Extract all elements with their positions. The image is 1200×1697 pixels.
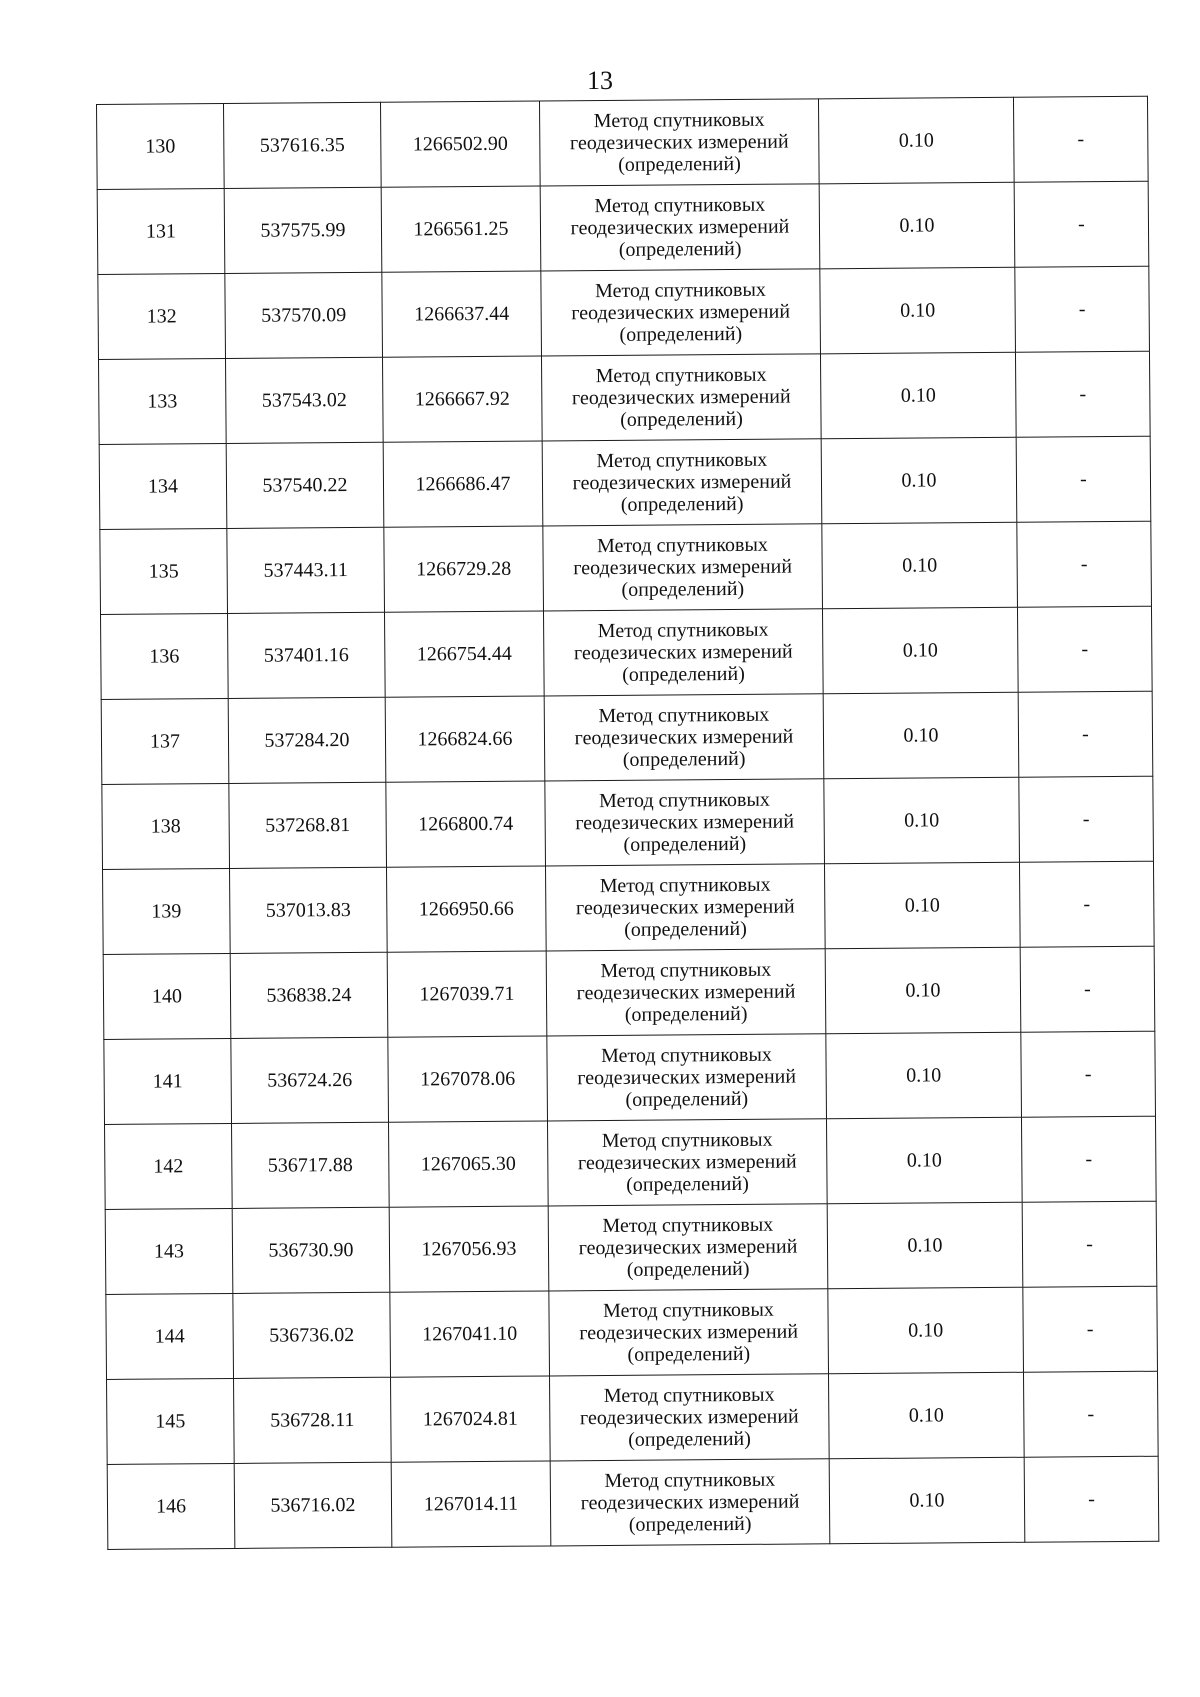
method-line: Метод спутниковых [595, 363, 767, 388]
method-line: Метод спутниковых [593, 108, 765, 133]
method-cell [543, 609, 823, 696]
method-line: Метод спутниковых [601, 1043, 772, 1068]
method-line: геодезических измерений [580, 1490, 800, 1515]
method-cell [541, 354, 821, 441]
point-number-cell: 144 [106, 1293, 234, 1379]
accuracy-cell: 0.10 [824, 862, 1020, 949]
method-line: (определений) [625, 1087, 749, 1111]
method-cell [540, 184, 820, 271]
method-line: Метод спутниковых [598, 703, 770, 728]
accuracy-cell: 0.10 [820, 267, 1016, 354]
method-line: (определений) [626, 1172, 749, 1196]
method-line: Метод спутниковых [595, 278, 766, 303]
y-coordinate-cell: 1266667.92 [382, 356, 542, 442]
method-line: геодезических измерений [575, 810, 795, 835]
accuracy-cell: 0.10 [827, 1202, 1023, 1289]
table-row [101, 606, 1153, 699]
y-coordinate-cell: 1266950.66 [387, 866, 547, 952]
note-cell: - [1023, 1371, 1158, 1457]
table-row [97, 181, 1149, 274]
method-line: геодезических измерений [577, 1150, 797, 1175]
method-line: геодезических измерений [576, 980, 796, 1005]
method-line: Метод спутниковых [604, 1468, 776, 1493]
note-cell: - [1015, 266, 1150, 352]
x-coordinate-cell: 536838.24 [230, 952, 388, 1038]
method-line: Метод спутниковых [602, 1213, 774, 1238]
method-line: Метод спутниковых [603, 1298, 774, 1323]
method-line: геодезических измерений [574, 725, 794, 750]
table-row [103, 946, 1155, 1039]
table-row [105, 1201, 1157, 1294]
table-row [99, 436, 1151, 529]
accuracy-cell: 0.10 [821, 437, 1017, 524]
method-line: Метод спутниковых [597, 618, 769, 643]
table-row [100, 521, 1152, 614]
accuracy-cell: 0.10 [825, 947, 1021, 1034]
y-coordinate-cell: 1266800.74 [386, 781, 546, 867]
x-coordinate-cell: 537616.35 [224, 102, 382, 188]
coordinates-table-body [97, 96, 1159, 1549]
x-coordinate-cell: 537268.81 [229, 782, 387, 868]
method-line: (определений) [624, 1002, 748, 1026]
x-coordinate-cell: 537401.16 [228, 612, 386, 698]
method-line: геодезических измерений [579, 1320, 799, 1345]
table-row [98, 266, 1150, 359]
accuracy-cell: 0.10 [826, 1032, 1022, 1119]
point-number-cell: 139 [103, 868, 231, 954]
accuracy-cell: 0.10 [828, 1372, 1024, 1459]
method-line: (определений) [621, 577, 745, 601]
table-row [107, 1371, 1159, 1464]
accuracy-cell: 0.10 [822, 607, 1018, 694]
method-line: геодезических измерений [570, 215, 790, 240]
method-line: геодезических измерений [571, 300, 791, 325]
method-line: Метод спутниковых [594, 193, 766, 218]
method-line: Метод спутниковых [603, 1383, 775, 1408]
note-cell: - [1021, 1116, 1156, 1202]
y-coordinate-cell: 1267014.11 [391, 1461, 551, 1547]
method-cell [544, 694, 824, 781]
table-row [106, 1286, 1158, 1379]
accuracy-cell: 0.10 [829, 1457, 1025, 1544]
point-number-cell: 133 [99, 358, 227, 444]
method-line: (определений) [623, 832, 747, 856]
method-line: Метод спутниковых [597, 533, 768, 558]
note-cell: - [1016, 436, 1151, 522]
y-coordinate-cell: 1266502.90 [380, 101, 540, 187]
note-cell: - [1020, 946, 1155, 1032]
method-line: (определений) [619, 322, 743, 346]
x-coordinate-cell: 536724.26 [231, 1037, 389, 1123]
x-coordinate-cell: 536730.90 [232, 1207, 390, 1293]
method-cell [548, 1119, 828, 1206]
note-cell: - [1021, 1031, 1156, 1117]
x-coordinate-cell: 537543.02 [226, 357, 384, 443]
point-number-cell: 138 [102, 783, 230, 869]
y-coordinate-cell: 1267039.71 [387, 951, 547, 1037]
note-cell: - [1013, 96, 1148, 182]
y-coordinate-cell: 1266686.47 [383, 441, 543, 527]
y-coordinate-cell: 1267065.30 [389, 1121, 549, 1207]
method-cell [546, 949, 826, 1036]
note-cell: - [1018, 691, 1153, 777]
method-line: (определений) [622, 662, 745, 686]
note-cell: - [1015, 351, 1150, 437]
method-cell [545, 864, 825, 951]
point-number-cell: 132 [98, 273, 226, 359]
method-cell [541, 269, 821, 356]
coordinates-sheet [96, 96, 1152, 1550]
accuracy-cell: 0.10 [822, 522, 1018, 609]
y-coordinate-cell: 1266637.44 [382, 271, 542, 357]
x-coordinate-cell: 537540.22 [226, 442, 384, 528]
coordinates-table [96, 96, 1159, 1550]
point-number-cell: 141 [104, 1038, 232, 1124]
table-row [97, 96, 1149, 189]
method-line: (определений) [618, 152, 741, 176]
method-cell [542, 439, 822, 526]
method-cell [545, 779, 825, 866]
y-coordinate-cell: 1267078.06 [388, 1036, 548, 1122]
page-number: 13 [587, 66, 613, 95]
accuracy-cell: 0.10 [820, 352, 1016, 439]
method-line: геодезических измерений [571, 385, 791, 410]
method-line: (определений) [622, 747, 746, 771]
method-cell [543, 524, 823, 611]
point-number-cell: 131 [97, 188, 225, 274]
method-cell [550, 1459, 830, 1546]
method-line: (определений) [620, 492, 744, 516]
point-number-cell: 140 [103, 953, 231, 1039]
note-cell: - [1024, 1456, 1159, 1542]
method-line: (определений) [628, 1512, 752, 1536]
table-row [101, 691, 1153, 784]
table-row [107, 1456, 1159, 1549]
table-row [103, 861, 1155, 954]
note-cell: - [1019, 776, 1154, 862]
y-coordinate-cell: 1267041.10 [390, 1291, 550, 1377]
note-cell: - [1023, 1286, 1158, 1372]
point-number-cell: 146 [107, 1463, 235, 1549]
y-coordinate-cell: 1266754.44 [385, 611, 545, 697]
x-coordinate-cell: 537443.11 [227, 527, 385, 613]
method-line: геодезических измерений [572, 470, 792, 495]
note-cell: - [1014, 181, 1149, 267]
x-coordinate-cell: 537570.09 [225, 272, 383, 358]
method-line: геодезических измерений [569, 130, 789, 155]
note-cell: - [1022, 1201, 1157, 1287]
method-line: геодезических измерений [577, 1065, 797, 1090]
note-cell: - [1017, 521, 1152, 607]
accuracy-cell: 0.10 [828, 1287, 1024, 1374]
point-number-cell: 136 [101, 613, 229, 699]
method-line: Метод спутниковых [601, 1128, 773, 1153]
method-line: геодезических измерений [579, 1405, 799, 1430]
x-coordinate-cell: 536728.11 [234, 1377, 392, 1463]
method-line: (определений) [620, 407, 743, 431]
method-cell [547, 1034, 827, 1121]
method-cell [548, 1204, 828, 1291]
point-number-cell: 134 [99, 443, 227, 529]
accuracy-cell: 0.10 [824, 777, 1020, 864]
x-coordinate-cell: 537013.83 [230, 867, 388, 953]
method-line: Метод спутниковых [600, 958, 772, 983]
point-number-cell: 145 [107, 1378, 235, 1464]
method-line: Метод спутниковых [599, 788, 770, 813]
accuracy-cell: 0.10 [823, 692, 1019, 779]
method-line: (определений) [627, 1342, 751, 1366]
x-coordinate-cell: 537575.99 [224, 187, 382, 273]
method-line: (определений) [626, 1257, 750, 1281]
note-cell: - [1017, 606, 1152, 692]
method-line: (определений) [624, 917, 747, 941]
table-row [99, 351, 1151, 444]
y-coordinate-cell: 1266561.25 [381, 186, 541, 272]
method-line: Метод спутниковых [599, 873, 771, 898]
table-row [104, 1031, 1156, 1124]
note-cell: - [1019, 861, 1154, 947]
method-line: (определений) [618, 237, 742, 261]
x-coordinate-cell: 536716.02 [234, 1462, 392, 1548]
method-line: геодезических измерений [575, 895, 795, 920]
point-number-cell: 142 [105, 1123, 233, 1209]
method-cell [539, 99, 819, 186]
method-line: геодезических измерений [578, 1235, 798, 1260]
table-row [105, 1116, 1157, 1209]
accuracy-cell: 0.10 [819, 182, 1015, 269]
y-coordinate-cell: 1266729.28 [384, 526, 544, 612]
method-line: (определений) [628, 1427, 751, 1451]
y-coordinate-cell: 1267024.81 [391, 1376, 551, 1462]
accuracy-cell: 0.10 [826, 1117, 1022, 1204]
method-line: геодезических измерений [573, 555, 793, 580]
method-cell [550, 1374, 830, 1461]
method-line: Метод спутниковых [596, 448, 768, 473]
method-cell [549, 1289, 829, 1376]
point-number-cell: 135 [100, 528, 228, 614]
table-row [102, 776, 1154, 869]
point-number-cell: 130 [97, 103, 225, 189]
method-line: геодезических измерений [573, 640, 793, 665]
x-coordinate-cell: 537284.20 [228, 697, 386, 783]
x-coordinate-cell: 536736.02 [233, 1292, 391, 1378]
point-number-cell: 137 [101, 698, 229, 784]
x-coordinate-cell: 536717.88 [232, 1122, 390, 1208]
point-number-cell: 143 [105, 1208, 233, 1294]
y-coordinate-cell: 1267056.93 [389, 1206, 549, 1292]
y-coordinate-cell: 1266824.66 [385, 696, 545, 782]
accuracy-cell: 0.10 [818, 97, 1014, 184]
